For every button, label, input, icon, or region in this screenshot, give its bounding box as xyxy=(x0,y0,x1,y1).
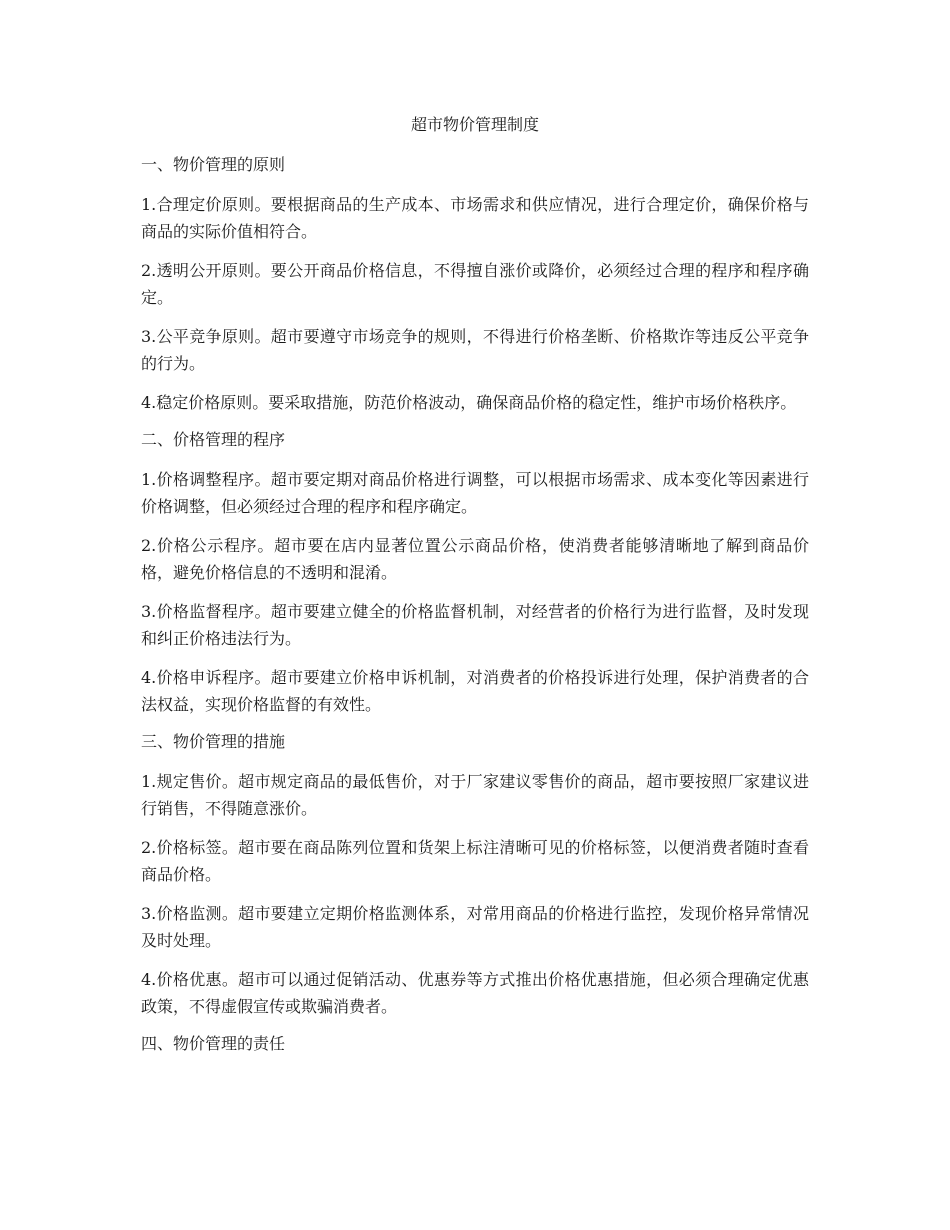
paragraph: 2.透明公开原则。要公开商品价格信息，不得擅自涨价或降价，必须经过合理的程序和程序确定。 xyxy=(141,261,809,307)
section-heading: 三、物价管理的措施 xyxy=(141,732,286,751)
section-heading: 一、物价管理的原则 xyxy=(141,155,286,174)
section-heading: 四、物价管理的责任 xyxy=(141,1034,286,1053)
paragraph: 4.价格申诉程序。超市要建立价格申诉机制，对消费者的价格投诉进行处理，保护消费者的合法权益，实现价格监督的有效性。 xyxy=(141,668,809,714)
paragraph: 4.稳定价格原则。要采取措施，防范价格波动，确保商品价格的稳定性，维护市场价格秩序。 xyxy=(141,393,797,412)
paragraph: 1.合理定价原则。要根据商品的生产成本、市场需求和供应情况，进行合理定价，确保价格与商品的实际价值相符合。 xyxy=(141,195,809,241)
paragraph: 3.价格监督程序。超市要建立健全的价格监督机制，对经营者的价格行为进行监督，及时发现和纠正价格违法行为。 xyxy=(141,602,809,648)
paragraph: 1.价格调整程序。超市要定期对商品价格进行调整，可以根据市场需求、成本变化等因素进行价格调整，但必须经过合理的程序和程序确定。 xyxy=(141,470,809,516)
section-measures xyxy=(141,730,809,1020)
paragraph: 4.价格优惠。超市可以通过促销活动、优惠券等方式推出价格优惠措施，但必须合理确定优惠政策，不得虚假宣传或欺骗消费者。 xyxy=(141,970,809,1016)
section-procedures xyxy=(141,428,809,718)
paragraph: 2.价格标签。超市要在商品陈列位置和货架上标注清晰可见的价格标签，以便消费者随时查看商品价格。 xyxy=(141,838,809,884)
document-body xyxy=(141,113,809,1070)
section-heading: 二、价格管理的程序 xyxy=(141,430,286,449)
paragraph: 3.价格监测。超市要建立定期价格监测体系，对常用商品的价格进行监控，发现价格异常情况及时处理。 xyxy=(141,904,809,950)
section-responsibilities xyxy=(141,1032,809,1056)
section-principles xyxy=(141,153,809,416)
paragraph: 1.规定售价。超市规定商品的最低售价，对于厂家建议零售价的商品，超市要按照厂家建议进行销售，不得随意涨价。 xyxy=(141,772,809,818)
paragraph: 3.公平竞争原则。超市要遵守市场竞争的规则，不得进行价格垄断、价格欺诈等违反公平竞争的行为。 xyxy=(141,327,809,373)
paragraph: 2.价格公示程序。超市要在店内显著位置公示商品价格，使消费者能够清晰地了解到商品价格，避免价格信息的不透明和混淆。 xyxy=(141,536,809,582)
document-title: 超市物价管理制度 xyxy=(410,115,539,134)
